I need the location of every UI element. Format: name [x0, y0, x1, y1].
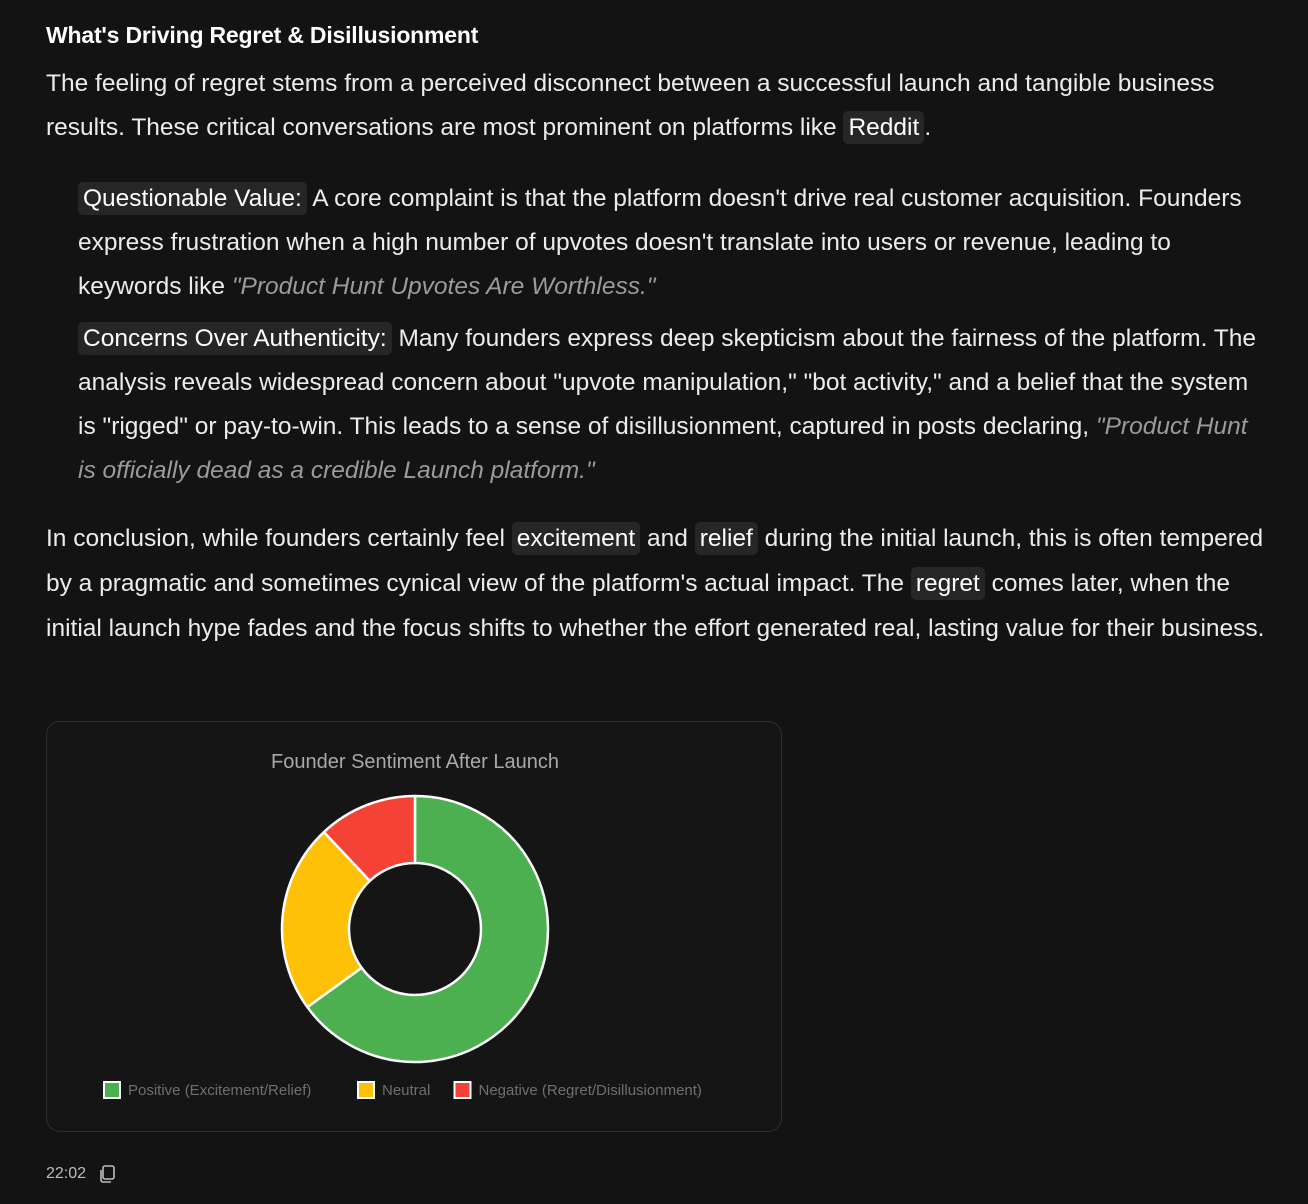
- chip-excitement: excitement: [512, 522, 640, 555]
- legend-swatch: [358, 1082, 374, 1098]
- copy-icon[interactable]: [96, 1163, 118, 1185]
- chart-title: Founder Sentiment After Launch: [271, 751, 559, 773]
- list-item-label: Questionable Value:: [78, 182, 307, 215]
- chip-relief: relief: [695, 522, 758, 555]
- message-timestamp: 22:02: [46, 1165, 87, 1182]
- intro-text: The feeling of regret stems from a perceived disconnect between a successful launch and tangible business results. These critical conversations are most prominent on platforms like: [46, 70, 1215, 141]
- legend-label: Positive (Excitement/Relief): [128, 1082, 312, 1099]
- legend-label: Negative (Regret/Disillusionment): [478, 1082, 702, 1099]
- chart-card: [46, 721, 782, 1132]
- chip-regret: regret: [911, 567, 985, 600]
- intro-end: .: [924, 114, 932, 141]
- chip-reddit: Reddit: [843, 111, 924, 144]
- list-item-label: Concerns Over Authenticity:: [78, 322, 392, 355]
- legend-swatch: [104, 1082, 120, 1098]
- legend-swatch: [455, 1082, 471, 1098]
- list-item-quote: "Product Hunt Upvotes Are Worthless.": [231, 273, 656, 300]
- list-item: [78, 177, 1258, 309]
- list-item-text: A core complaint is that the platform doesn't drive real customer acquisition. Founders express frustration when a high number of upvotes doesn't translate into users or revenue, leading to keywords like: [78, 185, 1242, 300]
- legend-item-positive[interactable]: [104, 1082, 311, 1099]
- legend-item-negative[interactable]: [455, 1082, 702, 1099]
- message-footer: [46, 1163, 118, 1185]
- legend-item-neutral[interactable]: [358, 1082, 430, 1099]
- conclusion-text: during the initial launch, this is often tempered by a pragmatic and sometimes cynical view of the platform's actual impact. The: [46, 525, 1264, 597]
- sentiment-doughnut-chart: [47, 722, 781, 1131]
- intro-paragraph: [46, 62, 1266, 150]
- conclusion-text: and: [640, 525, 695, 552]
- conclusion-text: comes later, when the initial launch hype fades and the focus shifts to whether the effort generated real, lasting value for their business.: [46, 570, 1265, 642]
- list-item-quote: "Product Hunt is officially dead as a credible Launch platform.": [78, 413, 1248, 484]
- conclusion-paragraph: [46, 516, 1266, 651]
- section-heading: What's Driving Regret & Disillusionment: [46, 22, 479, 48]
- list-item: [78, 317, 1258, 493]
- conclusion-text: In conclusion, while founders certainly feel: [46, 525, 512, 552]
- list-item-text: Many founders express deep skepticism about the fairness of the platform. The analysis reveals widespread concern about "upvote manipulation," "bot activity," and a belief that the system is "rigged" or pay-to-win. This leads to a sense of disillusionment, captured in posts declaring,: [78, 325, 1256, 440]
- legend-label: Neutral: [382, 1082, 431, 1099]
